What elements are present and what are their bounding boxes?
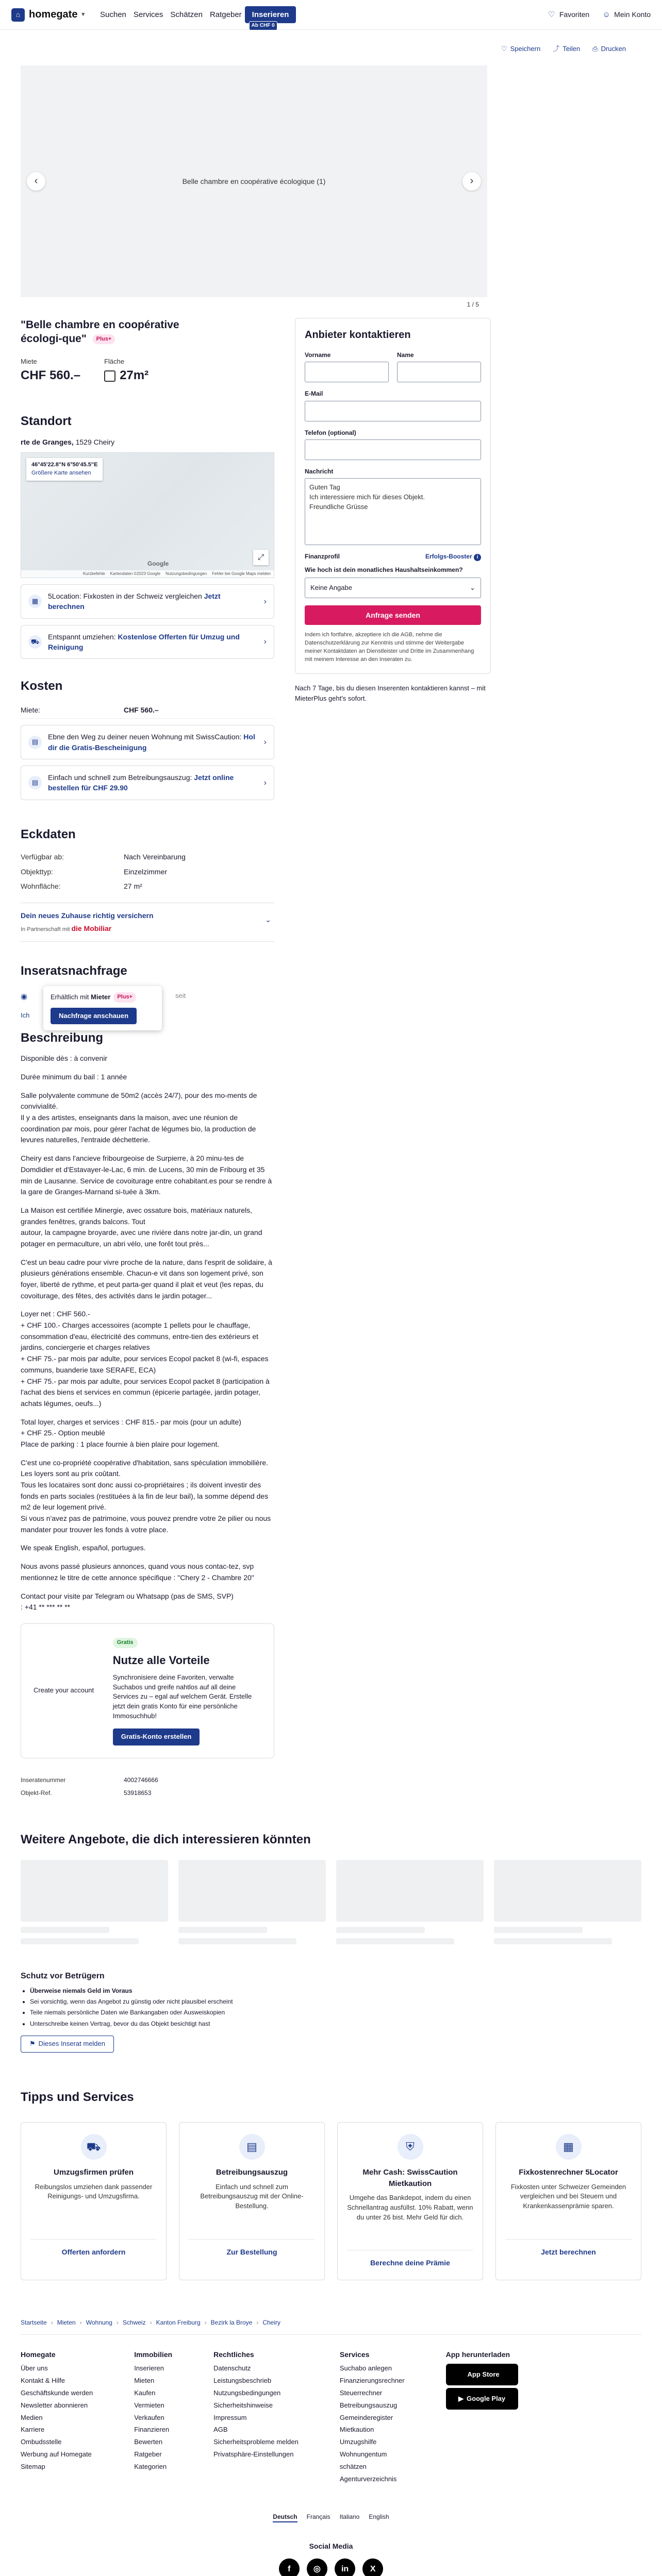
partner-label: In Partnerschaft mit	[21, 926, 70, 933]
breadcrumb-item[interactable]: Startseite	[21, 2318, 47, 2326]
fixkosten-text: 5Location: Fixkosten in der Schweiz vergleichen	[48, 592, 204, 601]
truck-icon: ⛟	[81, 2134, 107, 2160]
chevron-down-icon: ▾	[81, 11, 85, 18]
description-paragraph: C'est un beau cadre pour vivre proche de la nature, dans l'esprit de solidaire, à plusieurs générations ensemble. Chacun-e vit dans son logement privé, son foyer, liberté de rythme, et peut parta-ger quand il plait et veut (les repas, du covoiturage, des fêtes, des activités dans le jardin potager...	[21, 1258, 272, 1300]
main-nav	[100, 9, 242, 21]
gratis-badge: Gratis	[113, 1638, 138, 1648]
footer-heading: Rechtliches	[213, 2350, 254, 2359]
plus-badge: Plus+	[93, 334, 115, 344]
keydata-label: Objekttyp:	[21, 867, 54, 876]
tip-text: Umgehe das Bankdepot, indem du einen Schnellantrag ausfüllst. 10% Rabatt, wenn du unter 26 bist. Mehr Geld für dich.	[347, 2194, 473, 2221]
firstname-input[interactable]	[305, 362, 389, 382]
calculator-icon: ▦	[28, 595, 42, 608]
tip-card	[21, 2122, 167, 2280]
footer-link[interactable]: Nutzungsbedingungen	[213, 2388, 281, 2397]
document-icon: ▤	[28, 736, 42, 749]
swisscaution-text: Ebne den Weg zu deiner neuen Wohnung mit SwissCaution:	[48, 733, 244, 741]
inquiry-section	[21, 962, 274, 1024]
breadcrumb-item[interactable]: Mieten	[57, 2318, 76, 2326]
description-paragraph: Loyer net : CHF 560.- + CHF 100.- Charges accessoires (acompte 1 pellets pour le chauffage, consommation d'eau, électricité des communs, entre-tien des extérieurs et jardins, conciergerie et charges relatives + CHF 75.- par mois par adulte, pour services Ecopol packet 8 (wi-fi, espaces communs, buanderie taxe SERAFE, ECA) + CHF 75.- par mois par adulte, pour services Ecopol packet 8 (participation à l'achat des biens et services en commun (épicerie partagée, jardin potager, achats légumes, oeufs...)	[21, 1310, 270, 1408]
keydata-row	[21, 879, 274, 893]
footer-link[interactable]: Wohnungentum	[339, 2450, 387, 2459]
keydata-row	[21, 850, 274, 864]
document-icon: ▤	[239, 2134, 265, 2160]
contact-column	[295, 318, 491, 1800]
listing-title-text: "Belle chambre en coopérative écologi-que"	[21, 318, 179, 345]
tip-title: Fixkostenrechner 5Locator	[519, 2167, 618, 2177]
language-switcher	[21, 2513, 641, 2522]
mobiliar-logo: die Mobiliar	[71, 924, 112, 933]
footer-link[interactable]: Finanzierungsrechner	[339, 2377, 405, 2385]
logo-text: homegate	[29, 9, 78, 20]
footer	[21, 2335, 641, 2576]
view-inquiry-button[interactable]: Nachfrage anschauen	[51, 1008, 137, 1025]
description-heading: Beschreibung	[21, 1030, 104, 1045]
costs-section	[21, 677, 274, 800]
footer-link[interactable]: Umzugshilfe	[339, 2438, 377, 2446]
popup-mieter: Mieter	[91, 992, 111, 1001]
area-label: Fläche	[104, 358, 125, 366]
email-input[interactable]	[305, 401, 481, 421]
nav-services[interactable]: Services	[133, 10, 163, 19]
footer-heading: Immobilien	[134, 2350, 173, 2359]
income-select[interactable]	[305, 578, 481, 598]
x-icon[interactable]: X	[362, 2558, 383, 2576]
tip-title: Betreibungsauszug	[216, 2167, 288, 2177]
chevron-right-icon: ›	[263, 738, 267, 747]
keydata-value: 27 m²	[124, 882, 142, 891]
insurance-link[interactable]: Dein neues Zuhause richtig versichern	[21, 911, 154, 920]
rent-fact	[21, 357, 80, 385]
chevron-down-icon: ⌄	[265, 916, 271, 924]
chevron-right-icon: ›	[150, 2318, 152, 2326]
email-label: E-Mail	[305, 390, 323, 398]
id-row	[21, 1774, 274, 1787]
fraud-item: • Unterschreibe keinen Vertrag, bevor du das Objekt besichtigt hast	[30, 2020, 641, 2028]
lang-en[interactable]: English	[369, 2513, 389, 2520]
footer-col-immobilien	[134, 2349, 172, 2487]
listing-main	[21, 318, 274, 1800]
fraud-item: • Teile niemals persönliche Daten wie Bankangaben oder Ausweiskopien	[30, 2008, 641, 2017]
plus-badge: Plus+	[113, 992, 136, 1003]
description-paragraph: Durée minimum du bail : 1 année	[21, 1073, 127, 1081]
contact-info-text: Nach 7 Tage, bis du diesen Inserenten kontaktieren kannst – mit MieterPlus geht's sofort.	[295, 684, 486, 702]
footer-link[interactable]: Karriere	[21, 2426, 45, 2434]
save-label: Speichern	[510, 45, 541, 53]
key-facts	[21, 357, 274, 385]
send-inquiry-button[interactable]: Anfrage senden	[305, 605, 481, 625]
chevron-right-icon: ›	[263, 597, 267, 606]
lang-fr[interactable]: Français	[306, 2513, 330, 2520]
footer-link[interactable]: Medien	[21, 2413, 43, 2421]
map-shortcuts[interactable]: Kurzbefehle	[82, 571, 105, 577]
calculator-icon: ▦	[556, 2134, 582, 2160]
heart-icon: ♡	[548, 10, 555, 19]
fraud-heading: Schutz vor Betrügern	[21, 1972, 105, 1981]
area-fact	[104, 357, 148, 385]
save-button[interactable]	[501, 44, 540, 54]
footer-link[interactable]: Ratgeber	[134, 2450, 162, 2459]
cost-value: CHF 560.–	[124, 706, 159, 715]
chevron-right-icon: ›	[204, 2318, 207, 2326]
footer-link[interactable]: Suchabo anlegen	[339, 2364, 392, 2372]
map-fullscreen-icon[interactable]: ⤢	[253, 550, 269, 565]
rent-label: Miete	[21, 358, 37, 366]
nav-ratgeber[interactable]: Ratgeber	[209, 10, 242, 19]
truck-icon: ⛟	[28, 635, 42, 649]
footer-link[interactable]: Gemeinderegister	[339, 2413, 393, 2421]
location-section	[21, 413, 274, 659]
footer-link[interactable]: Vermieten	[134, 2401, 164, 2409]
house-icon: ⌂	[11, 8, 25, 22]
area-value: 27m²	[120, 368, 149, 383]
footer-link[interactable]: Finanzieren	[134, 2426, 170, 2434]
facebook-icon[interactable]: f	[279, 2558, 300, 2576]
eye-icon: ◉	[21, 992, 28, 1001]
offers-carousel	[21, 1860, 641, 1944]
description-paragraph: We speak English, español, portugues.	[21, 1544, 146, 1552]
footer-link[interactable]: Geschäftskunde werden	[21, 2388, 93, 2397]
location-map[interactable]	[21, 452, 274, 578]
offer-card-placeholder	[21, 1860, 168, 1944]
keydata-section	[21, 826, 274, 942]
footer-link[interactable]: Bewerten	[134, 2438, 163, 2446]
tip-card	[179, 2122, 325, 2280]
googleplay-button[interactable]	[446, 2388, 518, 2410]
footer-link[interactable]: Über uns	[21, 2364, 48, 2372]
tip-link[interactable]: Jetzt berechnen	[505, 2239, 632, 2257]
footer-link[interactable]: Newsletter abonnieren	[21, 2401, 88, 2409]
address-city: 1529 Cheiry	[73, 437, 115, 446]
social-media	[21, 2541, 641, 2576]
tip-text: Einfach und schnell zum Betreibungsauszug mit der Online-Bestellung.	[200, 2182, 304, 2210]
footer-link[interactable]: Sicherheitsprobleme melden	[213, 2438, 299, 2446]
umzug-link-card[interactable]	[21, 625, 274, 659]
footer-apps	[446, 2349, 518, 2487]
account-link[interactable]	[602, 9, 651, 20]
map-report[interactable]: Fehler bei Google Maps melden	[212, 571, 271, 577]
lastname-input[interactable]	[397, 362, 481, 382]
footer-link[interactable]: Impressum	[213, 2413, 247, 2421]
heart-icon: ♡	[501, 45, 507, 53]
inserieren-label: Inserieren	[252, 10, 289, 19]
social-heading: Social Media	[309, 2542, 353, 2551]
chevron-right-icon: ›	[51, 2318, 53, 2326]
footer-link[interactable]: Agenturverzeichnis	[339, 2475, 397, 2483]
footer-link[interactable]: Steuerrechner	[339, 2388, 383, 2397]
footer-col-homegate	[21, 2349, 93, 2487]
insurance-partner	[21, 923, 274, 934]
offer-card-placeholder	[336, 1860, 484, 1944]
contact-heading: Anbieter kontaktieren	[305, 329, 411, 341]
footer-link[interactable]: Kaufen	[134, 2388, 156, 2397]
listing-actions	[0, 30, 662, 54]
linkedin-icon[interactable]: in	[335, 2558, 355, 2576]
report-listing-label: Dieses Inserat melden	[38, 2040, 105, 2048]
address	[21, 437, 274, 447]
location-heading: Standort	[21, 414, 72, 429]
flag-icon: ⚑	[29, 2040, 36, 2048]
id-row	[21, 1787, 274, 1800]
play-icon: ▶	[458, 2394, 464, 2402]
benefits-text: Synchronisiere deine Favoriten, verwalte Suchabos und greife nahtlos auf all deine Services zu – egal auf welchem Gerät. Erstelle jetzt dein gratis Konto für eine persönliche Immosuchhub!	[112, 1673, 252, 1720]
swisscaution-link-card[interactable]	[21, 725, 274, 759]
finance-label: Finanzprofil	[305, 553, 340, 561]
gallery-next-button[interactable]: ›	[462, 172, 481, 191]
instagram-icon[interactable]: ◎	[307, 2558, 327, 2576]
tip-text: Fixkosten unter Schweizer Gemeinden vergleichen und bei Steuern und Krankenkassenprämie sparen.	[510, 2182, 626, 2210]
homegate-logo[interactable]	[11, 7, 85, 22]
area-icon	[104, 370, 115, 382]
phone-label: Telefon (optional)	[305, 429, 356, 436]
create-account-button[interactable]: Gratis-Konto erstellen	[113, 1728, 200, 1745]
footer-link[interactable]: AGB	[213, 2426, 228, 2434]
finance-row	[305, 552, 481, 561]
offer-card-placeholder	[494, 1860, 641, 1944]
footer-heading: App herunterladen	[445, 2350, 510, 2359]
footer-col-rechtliches	[213, 2349, 299, 2487]
favorites-link[interactable]	[547, 9, 589, 20]
gallery-prev-button[interactable]: ‹	[27, 172, 45, 191]
inquiry-bg-text: seit	[175, 991, 186, 999]
legal-notice: Indem ich fortfahre, akzeptiere ich die AGB, nehme die Datenschutzerklärung zur Kenntnis und stimme der Weitergabe meiner Kontaktdaten an Dienstleister und Dritte im Zusammenhang mit meinem Interesse an den Inseraten zu.	[305, 632, 474, 663]
map-footer	[21, 570, 274, 578]
document-icon: ▤	[28, 776, 42, 789]
footer-link[interactable]: Kontakt & Hilfe	[21, 2377, 65, 2385]
keydata-label: Verfügbar ab:	[21, 853, 64, 861]
id-value: 4002746666	[124, 1776, 158, 1784]
nav-schaetzen[interactable]: Schätzen	[170, 10, 203, 19]
description-paragraph: C'est une co-propriété coopérative d'habitation, sans spéculation immobilière. Les loyers sont au prix coûtant. Tous les locataires sont donc aussi co-propriétaires ; ils doivent investir des fonds en parts sociales (restituées à la fin de leur bail), la somme dépend des m2 de leur logement privé. Si vous n'avez pas de patrimoine, vous pouvez prendre votre 2e pilier ou nous mandater pour trouver les fonds à votre place.	[21, 1458, 271, 1534]
footer-link[interactable]: Privatsphäre-Einstellungen	[213, 2450, 294, 2459]
keydata-label: Wohnfläche:	[21, 882, 61, 891]
footer-link[interactable]: Verkaufen	[134, 2413, 164, 2421]
betreibung-link[interactable]: Jetzt online bestellen für CHF 29.90	[48, 773, 234, 792]
footer-link[interactable]: Sicherheitshinweise	[213, 2401, 273, 2409]
report-listing-button[interactable]	[21, 2036, 114, 2053]
tips-section	[21, 2089, 641, 2280]
id-label: Inseratenummer	[21, 1776, 66, 1784]
description-section	[21, 1029, 274, 1613]
costs-heading: Kosten	[21, 679, 63, 693]
footer-link[interactable]: Mieten	[134, 2377, 155, 2385]
chevron-right-icon: ›	[116, 2318, 119, 2326]
map-larger-link[interactable]: Größere Karte ansehen	[31, 470, 91, 477]
description-paragraph: La Maison est certifiée Minergie, avec ossature bois, matériaux naturels, grandes fenêtres, grands balcons. Tout autour, la campagne broyarde, avec une rivière dans notre jar-din, un grand potager en permaculture, un abri vélo, une forêt tout près...	[21, 1206, 262, 1248]
footer-link[interactable]: schätzen	[339, 2463, 367, 2471]
share-button[interactable]	[553, 44, 580, 54]
gallery-image-alt: Belle chambre en coopérative écologique (1)	[182, 177, 326, 185]
booster-link[interactable]: Erfolgs-Booster	[425, 553, 472, 561]
description-paragraph: Total loyer, charges et services : CHF 815.- par mois (pour un adulte) + CHF 25.- Option meublé Place de parking : 1 place fournie à bien plaire pour logement.	[21, 1417, 241, 1448]
address-street: rte de Granges,	[21, 437, 74, 446]
user-icon: ☺	[602, 10, 610, 19]
fraud-section	[21, 1970, 641, 2053]
lang-de[interactable]: Deutsch	[273, 2513, 297, 2522]
footer-link[interactable]: Datenschutz	[213, 2364, 251, 2372]
tip-title: Umzugsfirmen prüfen	[53, 2167, 134, 2177]
price-badge: Ab CHF 0	[249, 21, 277, 31]
tip-link[interactable]: Berechne deine Prämie	[347, 2250, 473, 2268]
gallery-counter: 1 / 5	[467, 301, 479, 309]
keydata-value: Nach Vereinbarung	[124, 853, 186, 861]
map-data: Kartendaten ©2023 Google	[110, 571, 161, 577]
appstore-label: App Store	[467, 2370, 500, 2378]
tips-heading: Tipps und Services	[21, 2090, 134, 2104]
footer-link[interactable]: Betreibungsauszug	[339, 2401, 398, 2409]
tip-link[interactable]: Zur Bestellung	[189, 2239, 315, 2257]
lang-it[interactable]: Italiano	[339, 2513, 360, 2520]
income-select-value: Keine Angabe	[310, 584, 352, 592]
share-icon: ⤴	[553, 45, 560, 53]
tip-title: Mehr Cash: SwissCaution Mietkaution	[362, 2167, 458, 2188]
message-textarea[interactable]: Guten Tag Ich interessiere mich für dieses Objekt. Freundliche Grüsse	[305, 478, 481, 545]
footer-link[interactable]: Leistungsbeschrieb	[213, 2377, 272, 2385]
breadcrumb-item[interactable]: Schweiz	[122, 2318, 146, 2326]
umzug-text: Entspannt umziehen:	[48, 632, 118, 641]
breadcrumb-item[interactable]: Bezirk la Broye	[210, 2318, 253, 2326]
keydata-row	[21, 865, 274, 879]
cost-row	[21, 702, 274, 719]
popup-text: Erhältlich mit	[51, 992, 91, 1001]
footer-link[interactable]: Inserieren	[134, 2364, 164, 2372]
cost-label: Miete:	[21, 706, 41, 715]
shield-icon: ⛨	[398, 2134, 423, 2160]
share-label: Teilen	[562, 45, 581, 53]
map-terms[interactable]: Nutzungsbedingungen	[166, 571, 207, 577]
fraud-item: • Sei vorsichtig, wenn das Angebot zu günstig oder nicht plausibel erscheint	[30, 1997, 641, 2006]
insurance-accordion[interactable]	[21, 903, 274, 941]
footer-heading: Services	[339, 2350, 370, 2359]
fixkosten-link[interactable]: Jetzt berechnen	[48, 592, 221, 611]
account-benefits-card	[21, 1623, 274, 1758]
rent-value: CHF 560.–	[21, 368, 81, 383]
user-nav	[547, 9, 651, 20]
google-logo: Google	[147, 560, 169, 567]
income-question: Wie hoch ist dein monatliches Haushaltseinkommen?	[305, 566, 463, 573]
more-offers-section	[21, 1831, 641, 1945]
description-paragraph: Cheiry est dans l'ancieve fribourgeoise de Surpierre, à 20 minu-tes de Domdidier et d'Estavayer-le-Lac, 6 min. de Lucens, 30 min de Fribourg et 35 min de Lausanne. Service de covoiturage entre cohabitant.es pour se rendre à la gare de Granges-Marnand si-tuée à 3km.	[21, 1154, 272, 1196]
listing-ids	[21, 1774, 274, 1800]
umzug-link[interactable]: Kostenlose Offerten für Umzug und Reinigung	[48, 632, 240, 652]
tip-card	[337, 2122, 483, 2280]
chevron-right-icon: ›	[256, 2318, 259, 2326]
swisscaution-link[interactable]: Hol dir die Gratis-Bescheinigung	[48, 733, 255, 752]
chevron-right-icon: ›	[263, 778, 267, 787]
contact-form	[295, 318, 491, 674]
top-navigation	[0, 0, 662, 30]
fraud-item: • Überweise niemals Geld im Voraus	[30, 1987, 641, 1995]
appstore-button[interactable]	[446, 2364, 518, 2385]
description-paragraph: Salle polyvalente commune de 50m2 (accès 24/7), pour des mo-ments de convivialité. Il y a des artistes, enseignants dans la maison, avec une réunion de coordination par mois, pour gérer l'achat de légumes bio, la production de levures naturelles, l'entraide déchetterie.	[21, 1091, 257, 1144]
description-paragraph: Contact pour visite par Telegram ou Whatsapp (pas de SMS, SVP) : +41 ** *** ** **	[21, 1591, 234, 1612]
footer-link[interactable]: Mietkaution	[339, 2426, 374, 2434]
googleplay-label: Google Play	[467, 2394, 506, 2402]
print-label: Drucken	[601, 45, 626, 53]
offer-card-placeholder	[178, 1860, 326, 1944]
footer-link[interactable]: Sitemap	[21, 2463, 45, 2471]
keydata-value: Einzelzimmer	[124, 867, 168, 876]
description-paragraph: Nous avons passé plusieurs annonces, quand vous nous contac-tez, svp mentionnez le titre de cette annonce spécifique : "Chery 2 - Chambre 20"	[21, 1562, 254, 1582]
info-icon[interactable]: i	[474, 554, 481, 561]
create-account-label: Create your account	[34, 1686, 94, 1694]
footer-link[interactable]: Ombudsstelle	[21, 2438, 62, 2446]
description-paragraph: Disponible dès : à convenir	[21, 1054, 108, 1063]
breadcrumb-item[interactable]: Kanton Freiburg	[156, 2318, 201, 2326]
message-label: Nachricht	[305, 468, 334, 476]
betreibung-text: Einfach und schnell zum Betreibungsauszug:	[48, 773, 194, 782]
phone-input[interactable]	[305, 439, 481, 460]
listing-title	[21, 318, 211, 346]
chevron-right-icon: ›	[263, 637, 267, 647]
nav-suchen[interactable]: Suchen	[100, 10, 126, 19]
lastname-label: Name	[397, 351, 414, 359]
print-button[interactable]	[592, 44, 626, 54]
breadcrumb-item[interactable]: Cheiry	[262, 2318, 281, 2326]
inserieren-button[interactable]	[245, 6, 296, 28]
map-coordinates: 46°45'22.8"N 6°50'45.5"E	[31, 462, 98, 468]
inquiry-popup	[43, 986, 162, 1031]
map-info-card	[26, 458, 103, 481]
id-label: Objekt-Ref.	[21, 1789, 52, 1797]
footer-heading: Homegate	[21, 2350, 56, 2359]
chevron-down-icon: ⌄	[470, 584, 475, 592]
image-gallery[interactable]	[21, 65, 487, 309]
footer-col-services	[340, 2349, 405, 2487]
betreibung-link-card[interactable]	[21, 766, 274, 800]
account-label: Mein Konto	[614, 10, 651, 19]
inquiry-bg-link[interactable]: Ich	[21, 1011, 30, 1019]
id-value: 53918653	[124, 1789, 152, 1797]
breadcrumb-item[interactable]: Wohnung	[86, 2318, 112, 2326]
favorites-label: Favoriten	[559, 10, 590, 19]
fixkosten-link-card[interactable]	[21, 584, 274, 619]
tip-card	[495, 2122, 641, 2280]
breadcrumb	[21, 2311, 641, 2335]
more-offers-heading: Weitere Angebote, die dich interessieren könnten	[21, 1832, 311, 1846]
firstname-label: Vorname	[305, 351, 331, 359]
chevron-right-icon: ›	[79, 2318, 82, 2326]
footer-link[interactable]: Kategorien	[134, 2463, 167, 2471]
benefits-heading: Nutze alle Vorteile	[112, 1653, 210, 1667]
keydata-heading: Eckdaten	[21, 827, 76, 841]
footer-link[interactable]: Werbung auf Homegate	[21, 2450, 92, 2459]
print-icon: ⎙	[592, 45, 598, 53]
tip-link[interactable]: Offerten anfordern	[30, 2239, 157, 2257]
benefits-content	[113, 1636, 261, 1745]
inquiry-heading: Inseratsnachfrage	[21, 963, 127, 978]
tip-text: Reibungslos umziehen dank passender Reinigungs- und Umzugsfirma.	[35, 2182, 153, 2200]
